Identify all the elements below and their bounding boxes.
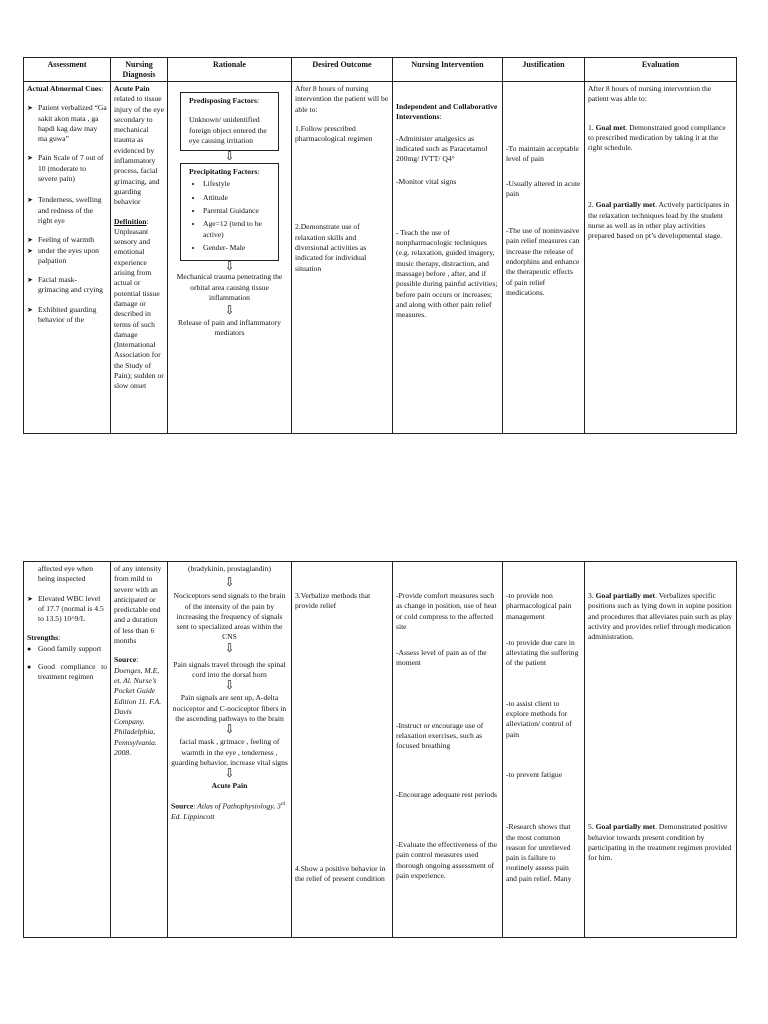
- intervention-item: -Administer analgesics as indicated such as Paracetamol 200mg/ IVTT/ Q4°: [396, 133, 488, 164]
- cue-list: [27, 103, 107, 325]
- cue-item: ➤ Exhibited guarding behavior of the: [27, 304, 97, 325]
- strengths-heading: Strengths:: [27, 633, 61, 643]
- evaluation-intro: After 8 hours of nursing intervention the patient was able to:: [588, 84, 712, 104]
- justification-item: -The use of noninvasive pain relief measures can increase the release of endorphins and enhance the therapeutic effects of pain relief medications.: [506, 226, 580, 297]
- diagnosis-title: Acute Pain: [114, 84, 150, 93]
- rationale-cell: [168, 562, 292, 938]
- rationale-step: Pain signals are sent up, A-delta nociceptor and C-nociceptor fibers in the ascending pathways to the brain: [172, 693, 287, 723]
- rationale-result: Acute Pain: [211, 781, 248, 791]
- rationale-step: Pain signals travel through the spinal cord into the dorsal horn: [173, 659, 286, 680]
- precipitating-list: [189, 179, 274, 253]
- precipitating-box: [180, 163, 279, 261]
- source-text: Doenges, M.E, et. Al. Nurse’s Pocket Guide Edition 11. F.A. Davis Company. Philadelphia, Pennsylvania. 2008.: [114, 665, 162, 758]
- justification-cell: [503, 82, 585, 434]
- evaluation-cell: [585, 82, 737, 434]
- header-justification: Justification: [503, 58, 585, 82]
- cue-item: ➤ Facial mask- grimacing and crying: [27, 275, 103, 295]
- factor-item: • Gender- Male: [203, 243, 274, 253]
- factor-item: • Age=12 (tend to be active): [203, 219, 274, 240]
- bullet-icon: ●: [27, 663, 32, 672]
- outcome-cell: [292, 82, 393, 434]
- justification-item: -to provide due care in alleviating the suffering of the patient: [506, 637, 579, 668]
- cue-item: ➤ Tenderness, swelling and redness of the right eye: [27, 195, 102, 225]
- rationale-continued: (bradykinin, prostaglandin): [187, 564, 272, 573]
- arrow-bullet-icon: ➤: [27, 196, 33, 205]
- header-nursing-intervention: Nursing Intervention: [393, 58, 503, 82]
- predisposing-text: Unknown/ unidentified foreign object entered the eye causing irritation: [189, 115, 267, 145]
- cue-item: ➤ Elevated WBC level of 17.7 (normal is 4.5 to 13.5) 10^9/L: [27, 593, 104, 624]
- rationale-step: Mechanical trauma penetrating the orbital area causing tissue inflammation: [176, 272, 283, 302]
- down-arrow-icon: ⇩: [224, 303, 235, 318]
- justification-item: -To maintain acceptable level of pain: [506, 144, 579, 164]
- header-assessment: Assessment: [24, 58, 111, 82]
- outcome-cell: [292, 562, 393, 938]
- cue-list: [27, 594, 107, 625]
- strengths-list: [27, 644, 107, 683]
- justification-item: -Research shows that the most common reason for unrelieved pain is failure to routinely assess pain and pain relief. Many: [506, 822, 572, 883]
- justification-item: -to provide non pharmacological pain management: [506, 591, 572, 621]
- assessment-continued: affected eye when being inspected: [38, 564, 94, 584]
- down-arrow-icon: ⇩: [224, 149, 235, 164]
- factor-item: • Attitude: [203, 193, 274, 203]
- justification-item: -Usually altered in acute pain: [506, 178, 581, 198]
- header-evaluation: Evaluation: [585, 58, 737, 82]
- arrow-bullet-icon: ➤: [27, 104, 33, 113]
- outcome-item: 4.Show a positive behavior in the relief of present condition: [295, 863, 386, 883]
- care-plan-table-part2: [23, 561, 737, 938]
- intervention-item: -Instruct or encourage use of relaxation exercises, such as focused breathing: [396, 720, 484, 751]
- evaluation-cell: [585, 562, 737, 938]
- intervention-cell: [393, 82, 503, 434]
- source-label: Source:: [114, 655, 139, 665]
- rationale-step: Nociceptors send signals to the brain of the intensity of the pain by increasing the frequency of signals sent to specialized areas within the CNS: [173, 591, 286, 642]
- intervention-item: -Monitor vital signs: [396, 177, 457, 187]
- cue-item: ➤ under the eyes upon palpation: [27, 245, 99, 265]
- intervention-item: -Evaluate the effectiveness of the pain control measures used thorough ongoing assessment of pain experience.: [396, 839, 498, 880]
- header-row: [24, 58, 737, 82]
- justification-item: -to assist client to explore methods for alleviation/ control of pain: [506, 698, 572, 739]
- content-row: [24, 82, 737, 434]
- evaluation-item: 1. Goal met. Demonstrated good compliance to prescribed medication by taking it at the right schedule.: [588, 122, 726, 153]
- factor-item: • Lifestyle: [203, 179, 274, 189]
- arrow-bullet-icon: ➤: [27, 276, 33, 285]
- rationale-step: Release of pain and inflammatory mediators: [178, 318, 281, 338]
- cue-item: ➤ Patient verbalized “Ga sakit akon mata , ga hapdi kag daw may ma guwa”: [27, 103, 107, 144]
- care-plan-table-part1: [23, 57, 737, 434]
- header-desired-outcome: Desired Outcome: [292, 58, 393, 82]
- justification-item: -to prevent fatigue: [506, 769, 563, 779]
- assessment-cell: [24, 82, 111, 434]
- intervention-heading: Independent and Collaborative Interventions:: [396, 102, 498, 122]
- down-arrow-icon: ⇩: [224, 640, 235, 655]
- diagnosis-continued: of any intensity from mild to severe with an anticipated or predictable end and a duration of less than 6 months: [114, 564, 162, 646]
- predisposing-box: [180, 92, 279, 151]
- justification-cell: [503, 562, 585, 938]
- cue-item: ➤ Feeling of warmth: [27, 235, 95, 245]
- intervention-item: -Assess level of pain as of the moment: [396, 648, 487, 668]
- assessment-heading: Actual Abnormal Cues:: [27, 84, 104, 93]
- arrow-bullet-icon: ➤: [27, 154, 33, 163]
- outcome-item: 3.Verbalize methods that provide relief: [295, 591, 371, 611]
- rationale-cell: [168, 82, 292, 434]
- header-nursing-diagnosis: Nursing Diagnosis: [111, 58, 168, 82]
- factor-item: • Parental Guidance: [203, 206, 274, 216]
- bullet-icon: ●: [27, 644, 32, 653]
- diagnosis-text: related to tissue injury of the eye secondary to mechanical trauma as evidenced by inflammatory process, facial grimacing, and guarding behavior: [114, 94, 164, 207]
- intervention-item: -Provide comfort measures such as change in position, use of heat or cold compress to the affected site: [396, 591, 497, 631]
- outcome-intro: After 8 hours of nursing intervention the patient will be able to:: [295, 84, 389, 114]
- precipitating-label: Precipitating Factors:: [189, 167, 260, 177]
- intervention-item: -Encourage adequate rest periods: [396, 789, 497, 799]
- down-arrow-icon: ⇩: [224, 259, 235, 274]
- predisposing-label: Predisposing Factors:: [189, 96, 260, 105]
- down-arrow-icon: ⇩: [224, 722, 235, 737]
- down-arrow-icon: ⇩: [224, 766, 235, 781]
- arrow-bullet-icon: ➤: [27, 236, 33, 245]
- definition-text: Definition: Unpleasant sensory and emotional experience arising from actual or potential tissue damage or described in terms of such damage (International Association for the Study of Pain); sudden or slow onset: [114, 216, 164, 391]
- content-row: [24, 562, 737, 938]
- strength-item: ● Good family support: [27, 643, 102, 653]
- evaluation-item: 5. Goal partially met. Demonstrated positive behavior towards present condition by participating in the treatment regimen provided for him.: [588, 822, 732, 863]
- arrow-bullet-icon: ➤: [27, 305, 33, 314]
- strength-item: ● Good compliance to treatment regimen: [27, 662, 107, 682]
- cue-item: ➤ Pain Scale of 7 out of 10 (moderate to severe pain): [27, 153, 104, 184]
- down-arrow-icon: ⇩: [224, 575, 235, 590]
- diagnosis-cell: [111, 82, 168, 434]
- intervention-cell: [393, 562, 503, 938]
- outcome-item: 2.Demonstrate use of relaxation skills and diversional activities as indicated for individual situation: [295, 222, 367, 273]
- arrow-bullet-icon: ➤: [27, 246, 33, 255]
- outcome-item: 1.Follow prescribed pharmacological regimen: [295, 123, 373, 144]
- intervention-item: - Teach the use of nonpharmacologic techniques (e.g. relaxation, guided imagery, music therapy, distraction, and massage) before , after, and if possible during painful activities; before pain occurs or increases; and along with other pain relief measures.: [396, 227, 498, 320]
- diagnosis-cell: [111, 562, 168, 938]
- header-rationale: Rationale: [168, 58, 292, 82]
- down-arrow-icon: ⇩: [224, 678, 235, 693]
- evaluation-item: 2. Goal partially met. Actively participates in the relaxation techniques lead by the student nurse as well as in other play activities prepared based on pt’s developmental stage.: [588, 200, 730, 241]
- rationale-source: Source: Atlas of Pathophysiology, 3rd Ed. Lippincott: [171, 801, 286, 822]
- assessment-cell: [24, 562, 111, 938]
- rationale-step: facial mask , grimace , feeling of warmth in the eye , tenderness , guarding behavior, increase vital signs: [171, 737, 288, 767]
- arrow-bullet-icon: ➤: [27, 594, 33, 603]
- evaluation-item: 3. Goal partially met. Verbalizes specific positions such as lying down in supine position and procedures that alleviates pain such as play activity and provides relief through medication administration.: [588, 591, 733, 642]
